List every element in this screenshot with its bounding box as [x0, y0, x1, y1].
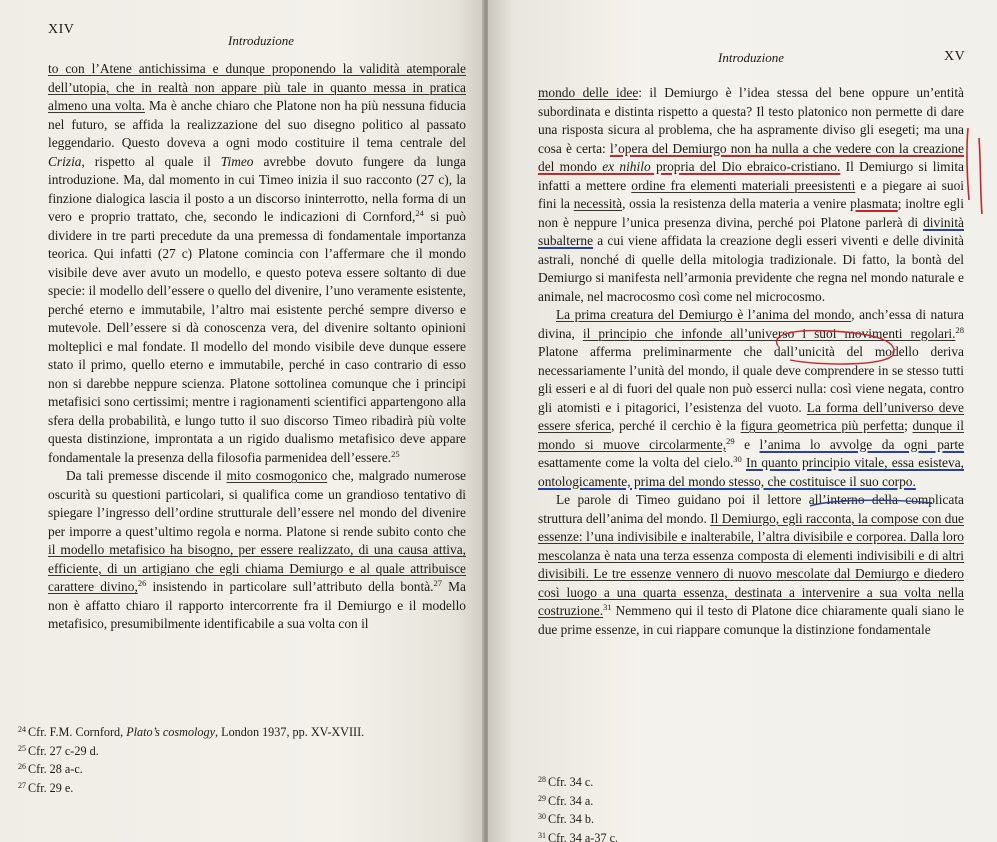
left-footnotes — [18, 722, 458, 796]
left-running-head: Introduzione — [228, 33, 294, 48]
right-page-number: XV — [944, 49, 966, 64]
right-paragraph-1: mondo delle idee: il Demiurgo è l’idea stessa del bene oppure un’entità subordinata e distinta rispetto a questa? Il testo platonico non permette di dare una risposta sicura al problema, che ha aspramente diviso gli esegeti; ma una cosa è certa: l’opera del Demiurgo non ha nulla a che vedere con la creazione del mondo ex nihilo propria del Dio ebraico-cristiano. Il Demiurgo si limita infatti a mettere ordine fra elementi materiali preesistenti e a piegare ai suoi fini la necessità, ossia la resistenza della materia a venire plasmata; inoltre egli non è neppure l’unica presenza divina, perché poi Platone parlerà di divinità subalterne a cui viene affidata la creazione degli esseri viventi e delle divinità astrali, nonché di quelle della mitologia tradizionale. Di fatto, la bontà del Demiurgo si manifesta nell’armonia previdente che regna nel mondo naturale e animale, nel macrocosmo così come nel microcosmo. — [538, 85, 964, 304]
left-page-number: XIV — [48, 22, 75, 37]
left-paragraph-2: Da tali premesse discende il mito cosmogonico che, malgrado numerose oscurità su questioni particolari, si qualifica come un grandioso tentativo di spiegare l’ingresso dell’ordine strutturale dell’essere nel mondo del divenire per imporre a quest’ultimo regola e norma. Platone si rende subito conto che il modello metafisico ha bisogno, per essere realizzato, di una causa attiva, efficiente, di un artigiano che egli chiama Demiurgo e al quale attribuisce carattere divino,$^{26}$ insistendo in particolare sull’attributo della bontà.$^{27}$ Ma non è affatto chiaro il rapporto intercorrente fra il Demiurgo e il modello metafisico, presumibilmente identificabile a sua volta con il — [48, 468, 467, 631]
footnote-30: $^{30}$ Cfr. 34 b. — [538, 812, 595, 827]
left-page — [0, 0, 484, 842]
footnote-29: $^{29}$ Cfr. 34 a. — [538, 793, 594, 808]
footnote-25: $^{25}$ Cfr. 27 c-29 d. — [18, 743, 99, 758]
right-running-head: Introduzione — [718, 50, 784, 65]
footnote-27: $^{27}$ Cfr. 29 e. — [18, 780, 74, 795]
right-body-text — [538, 84, 964, 639]
right-footnotes — [538, 772, 838, 842]
footnote-24: $^{24}$ Cfr. F.M. Cornford, Plato’s cosmology, London 1937, pp. XV-XVIII. — [18, 725, 365, 739]
footnote-28: $^{28}$ Cfr. 34 c. — [538, 775, 594, 789]
left-paragraph-1: to con l’Atene antichissima e dunque proponendo la validità atemporale dell’utopia, che in realtà non appare più tale in quanto messa in pratica almeno una volta. Ma è anche chiaro che Platone non ha più nessuna fiducia nel futuro, se affida la realizzazione del suo disegno politico al passato leggendario. Questo doveva a ogni modo costituire il tema centrale del Crizia, rispetto al quale il Timeo avrebbe dovuto fungere da lunga introduzione. Ma, dal momento in cui Timeo inizia il suo racconto (27 c), la finzione dialogica lascia il posto a un discorso ininterrotto, nella forma di un vero e proprio trattato, che, secondo le indicazioni di Cornford,$^{24}$ si può dividere in tre parti precedute da una premessa di fondamentale importanza teorica. Qui infatti (27 c) Platone comincia con l’affermare che il mondo visibile deve aver avuto un modello, e questo poteva essere soltanto di due specie: il modello dell’essere o quello del divenire, l’uno veramente esistente, perché eterno e immutabile, l’altro mai esistente perché sempre diverso e mutevole. Dell’essere si dà conoscenza vera, del divenire soltanto opinioni molteplici e mal fondate. Il modello del mondo visibile deve dunque essere stato il primo, quello eterno e immutabile, perché in caso contrario di esso non si darebbe neppure scienza. Platone sottolinea comunque che i principi metafisici sono certissimi; mentre i ragionamenti scientifici appartengono alla sfera della probabilità, e lungo tutto il suo discorso Timeo ribadirà più volte questa distinzione, improntata a un rigido dualismo metafisico deve appare fondamentale la presenza della filosofia parmenidea dell’essere.$^{25}$ — [48, 61, 467, 465]
left-body-text — [48, 60, 466, 634]
footnote-31: $^{31}$ Cfr. 34 a-37 c. — [538, 830, 619, 842]
right-paragraph-3: Le parole di Timeo guidano poi il lettore all’interno della complicata struttura dell’anima del mondo. Il Demiurgo, egli racconta, la compose con due essenze: l’una indivisibile e inalterabile, l’altra divisibile e corporea. Dalla loro mescolanza è nata una terza essenza composta di elementi indivisibili e di altri divisibili. Le tre essenze vennero di nuovo mescolate dal Demiurgo e diedero così luogo a una quarta essenza, destinata a intervenire a sua volta nella costruzione.$^{31}$ Nemmeno qui il testo di Platone dice chiaramente quali siano le due prime essenze, in cui riappare comunque la distinzione fondamentale — [538, 492, 964, 637]
right-paragraph-2: La prima creatura del Demiurgo è l’anima del mondo, anch’essa di natura divina, il principio che infonde all’universo i suoi movimenti regolari.$^{28}$ Platone afferma preliminarmente che dall’unicità del modello deriva necessariamente l’unità del mondo, il quale deve comprendere in se stesso tutti gli esseri e al di fuori del quale non può esserci nulla: così viene negata, contro gli atomisti e i pitagorici, l’esistenza del vuoto. La forma dell’universo deve essere sferica, perché il cerchio è la figura geometrica più perfetta; dunque il mondo si muove circolarmente,$^{29}$ e l’anima lo avvolge da ogni parte esattamente come la volta del cielo.$^{30}$ In quanto principio vitale, essa esisteva, ontologicamente, prima del mondo stesso, che costituisce il suo corpo. — [538, 307, 965, 489]
right-page — [488, 0, 997, 842]
footnote-26: $^{26}$ Cfr. 28 a-c. — [18, 762, 83, 777]
